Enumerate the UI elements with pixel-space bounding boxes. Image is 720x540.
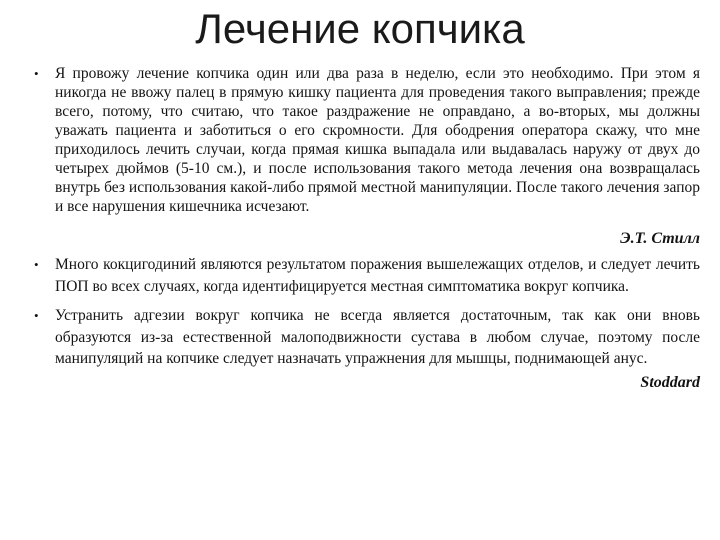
bullet-icon: • bbox=[34, 66, 39, 81]
bullet-item bbox=[32, 254, 700, 297]
attribution-stoddard: Stoddard bbox=[640, 373, 700, 391]
slide-title: Лечение копчика bbox=[195, 5, 525, 52]
bullet-item bbox=[32, 64, 700, 216]
bullet-list bbox=[32, 64, 700, 392]
bullet-icon: • bbox=[34, 308, 39, 323]
bullet-item bbox=[32, 305, 700, 370]
attribution-still: Э.Т. Стилл bbox=[620, 230, 700, 247]
bullet-text: Я провожу лечение копчика один или два раза в неделю, если это необходимо. При этом я никогда не ввожу палец в прямую кишку пациента для проведения такого выправления; прежде всего, потому, что считаю, что такое раздражение не оправдано, а во-вторых, мы должны уважать пациента и заботиться о его скромности. Для ободрения оператора скажу, что мне приходилось лечить случаи, когда прямая кишка выпадала или выдавалась наружу от двух до четырех дюймов (5-10 см.), и после использования такого метода лечения она возвращалась внутрь без использования какой-либо прямой местной манипуляции. После такого лечения запор и все нарушения кишечника исчезают. bbox=[55, 65, 700, 215]
bullet-icon: • bbox=[34, 257, 39, 272]
bullet-text: Много кокцигодиний являются результатом поражения вышележащих отделов, и следует лечить ПОП во всех случаях, когда идентифицируется местная симптоматика вокруг копчика. bbox=[55, 256, 700, 295]
bullet-text: Устранить адгезии вокруг копчика не всегда является достаточным, так как они вновь образуются из-за естественной малоподвижности сустава в любом случае, поэтому после манипуляций на копчике следует назначать упражнения для мышцы, поднимающей анус. bbox=[55, 307, 700, 367]
